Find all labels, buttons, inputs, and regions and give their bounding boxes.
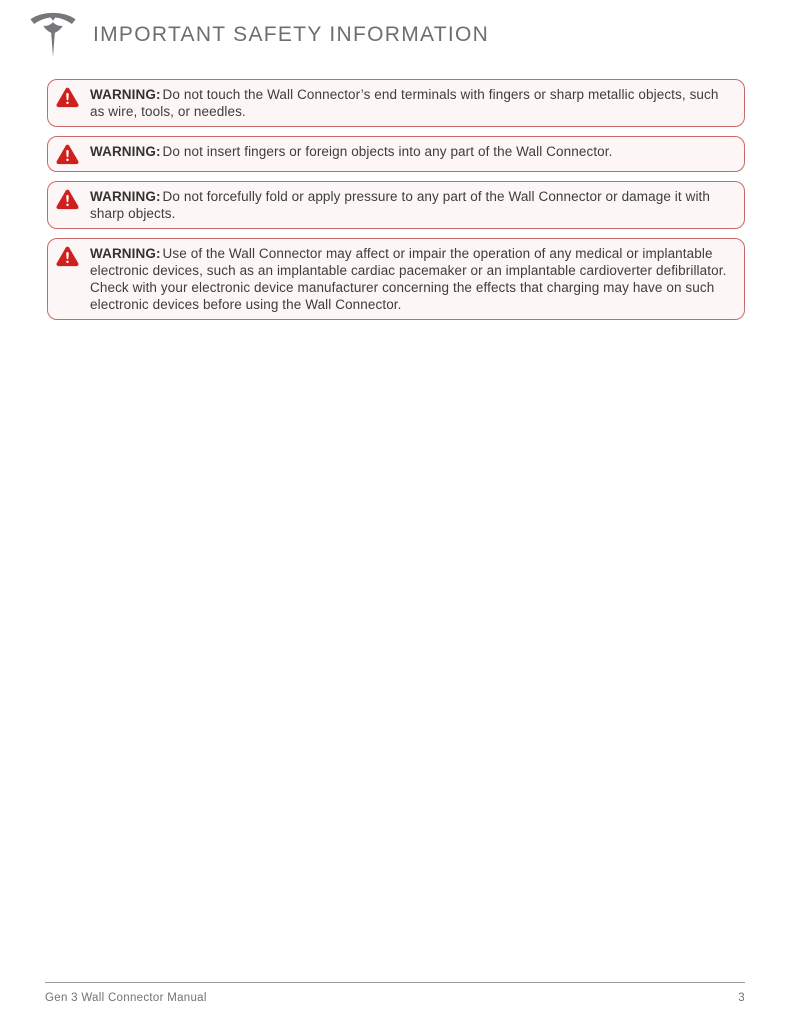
warning-text (90, 86, 730, 120)
warning-text (90, 188, 730, 222)
warning-label: WARNING: (90, 144, 161, 159)
warning-message: Do not forcefully fold or apply pressure to any part of the Wall Connector or damage it with sharp objects. (90, 189, 711, 221)
warnings-list (47, 79, 745, 320)
warning-message: Do not insert fingers or foreign objects into any part of the Wall Connector. (162, 144, 613, 159)
footer-page-number: 3 (738, 992, 745, 1004)
warning-label: WARNING: (90, 189, 161, 204)
warning-text (90, 143, 612, 160)
warning-triangle-icon (56, 144, 79, 165)
warning-label: WARNING: (90, 246, 161, 261)
warning-box-1 (47, 79, 745, 127)
page-title: IMPORTANT SAFETY INFORMATION (93, 23, 490, 46)
warning-label: WARNING: (90, 87, 161, 102)
page-footer (45, 982, 745, 1004)
warning-box-3 (47, 181, 745, 229)
warning-text (90, 245, 730, 313)
warning-message: Do not touch the Wall Connector’s end terminals with fingers or sharp metallic objects, such as wire, tools, or needles. (90, 87, 719, 119)
warning-box-2 (47, 136, 745, 172)
tesla-logo-icon (30, 12, 76, 58)
page-header (30, 12, 489, 58)
warning-box-4 (47, 238, 745, 320)
footer-document-name: Gen 3 Wall Connector Manual (45, 992, 207, 1004)
warning-triangle-icon (56, 246, 79, 267)
warning-triangle-icon (56, 87, 79, 108)
warning-triangle-icon (56, 189, 79, 210)
warning-message: Use of the Wall Connector may affect or impair the operation of any medical or implantable electronic devices, such as an implantable cardiac pacemaker or an implantable cardioverter defibrillator. Check with your electronic device manufacturer concerning the effects that charging may have on such electronic devices before using the Wall Connector. (90, 246, 727, 312)
